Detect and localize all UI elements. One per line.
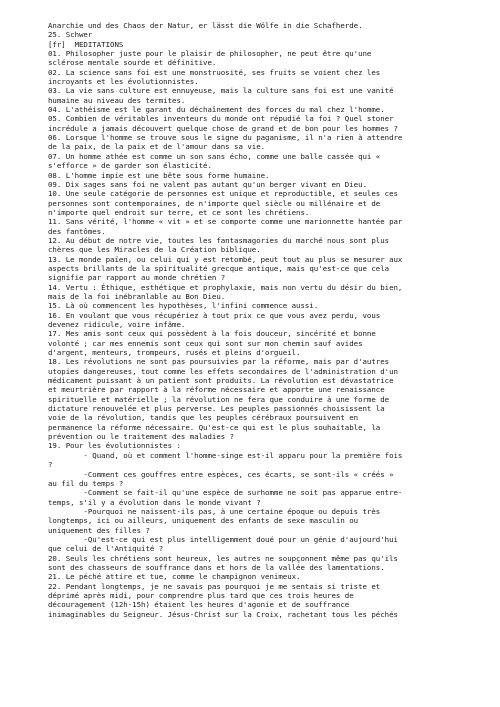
text-line: 15. Là où commencent les hypothèses, l'infini commence aussi. [48,301,319,311]
text-line: 17. Mes amis sont ceux qui possèdent à la fois douceur, sincérité et bonne [48,329,376,339]
text-line: spirituelle et matérielle ; la révolution ne fera que conduire à une forme de [48,394,390,404]
text-line: sont des chasseurs de souffrance dans et hors de la vallée des lamentations. [48,562,385,572]
text-line: permanence la réforme nécessaire. Qu'est-ce qui est le plus souhaitable, la [48,422,381,432]
text-line: 06. Lorsque l'homme se trouve sous le signe du paganisme, il n'a rien à attendre [48,133,403,143]
text-line: 13. Le monde païen, ou celui qui y est retombé, peut tout au plus se mesurer aux [48,254,403,264]
text-line: signifie par rapport au monde chrétien ? [48,273,226,283]
text-line: n'importe quel endroit sur terre, et ce sont les chrétiens. [48,207,310,217]
text-line: uniquement des filles ? [48,525,150,535]
text-line: déprimé après midi, pour comprendre plus tard que ces trois heures de [48,590,354,600]
text-line: prévention ou le traitement des maladies ? [48,432,235,442]
text-line: 11. Sans vérité, l'homme « vit » et se comporte comme une marionnette hantée par [48,217,403,227]
text-line: longtemps, ici ou ailleurs, uniquement des enfants de sexe masculin ou [48,516,359,526]
text-line: d'argent, menteurs, trompeurs, rusés et pleins d'orgueil. [48,348,301,358]
text-line: et meurtrière par rapport à la réforme nécessaire et apporte une renaissance [48,385,385,395]
text-line: - Quand, où et comment l'homme-singe est-il apparu pour la première fois [48,450,403,460]
text-line: 04. L'athéisme est le garant du déchaînement des forces du mal chez l'homme. [48,105,385,115]
text-line: s'efforce » de garder son élasticité. [48,161,212,171]
text-line: 02. La science sans foi est une monstruosité, ses fruits se voient chez les [48,67,381,77]
text-line: devenez ridicule, voire infâme. [48,320,186,329]
text-line: 08. L'homme impie est une bête sous forme humaine. [48,170,270,180]
text-line: dictature renouvelée et plus perverse. Les peuples passionnés choisissent la [48,404,385,414]
text-line: 07. Un homme athée est comme un son sans écho, comme une balle cassée qui « [48,151,381,161]
text-line: chères que les Miracles de la Création biblique. [48,245,261,255]
text-line: au fil du temps ? [48,478,124,488]
text-line: de la paix, de la paix et de l'amour dans sa vie. [48,142,266,152]
text-line: 03. La vie sans culture est ennuyeuse, mais la culture sans foi est une vanité [48,86,394,96]
text-line: Anarchie und des Chaos der Natur, er lässt die Wölfe in die Schafherde. [48,21,363,30]
text-line: ? [48,460,53,470]
text-line: 09. Dix sages sans foi ne valent pas autant qu'un berger vivant en Dieu. [48,179,367,189]
text-line: 18. Les révolutions ne sont pas poursuivies par la réforme, mais par d'autres [48,357,390,367]
text-line: aspects brillants de la spiritualité grecque antique, mais qu'est-ce que cela [48,263,390,273]
text-line: 25. Schwer [48,30,93,40]
text-line: -Qu'est-ce qui est plus intelligemment doué pour un génie d'aujourd'hui [48,534,398,544]
text-line: 05. Combien de véritables inventeurs du monde ont répudié la foi ? Quel stoner [48,114,394,124]
text-line: des fantômes. [48,226,106,236]
text-line: incroyants et les évolutionnistes. [48,77,199,87]
text-line: utopies dangereuses, tout comme les effets secondaires de l'administration d'un [48,366,398,376]
text-line: temps, s'il y a évolution dans le monde vivant ? [48,497,261,507]
text-line: incrédule a jamais découvert quelque chose de grand et de bon pour les hommes ? [48,123,398,133]
text-line: 10. Une seule catégorie de personnes est unique et reproductible, et seules ces [48,189,398,199]
text-line: personnes sont contemporaines, de n'importe quel siècle ou millénaire et de [48,198,381,208]
text-line: découragement (12h-15h) étaient les heures d'agonie et de souffrance [48,600,350,610]
text-line: 20. Seuls les chrétiens sont heureux, les autres ne soupçonnent même pas qu'ils [48,553,398,563]
text-line: -Comment se fait-il qu'une espèce de surhomme ne soit pas apparue entre- [48,488,403,498]
text-line: voie de la révolution, tandis que les peuples cérébraux poursuivent en [48,413,359,423]
text-line: sclérose mentale sourde et définitive. [48,58,217,68]
text-line: mais de la foi inébranlable au Bon Dieu. [48,291,226,301]
text-line: 12. Au début de notre vie, toutes les fantasmagories du marché nous sont plus [48,235,390,245]
text-line: 19. Pour les évolutionnistes : [48,441,181,451]
text-line: 01. Philosopher juste pour le plaisir de philosopher, ne peut être qu'une [48,49,372,59]
text-line: humaine au niveau des termites. [48,95,186,105]
text-line: -Comment ces gouffres entre espèces, ces écarts, se sont-ils « créés » [48,469,394,479]
text-line: médicament puissant à un patient sont produits. La révolution est dévastatrice [48,376,394,386]
text-line: inimaginables du Seigneur. Jésus-Christ sur la Croix, rachetant tous les péchés [48,609,398,619]
text-line: [fr] MEDITATIONS [48,39,124,49]
text-line: 21. Le péché attire et tue, comme le champignon venimeux. [48,572,301,582]
text-line: volonté ; car mes ennemis sont ceux qui sont sur mon chemin sauf avides [48,338,363,348]
text-line: 14. Vertu : Éthique, esthétique et prophylaxie, mais non vertu du désir du bien, [48,282,403,292]
text-line: 16. En voulant que vous récupériez à tout prix ce que vous avez perdu, vous [48,310,381,320]
text-line: 22. Pendant longtemps, je ne savais pas pourquoi je me sentais si triste et [48,581,381,591]
text-line: -Pourquoi ne naissent-ils pas, à une certaine époque ou depuis très [48,506,381,516]
text-line: que celui de l'Antiquité ? [48,544,164,554]
